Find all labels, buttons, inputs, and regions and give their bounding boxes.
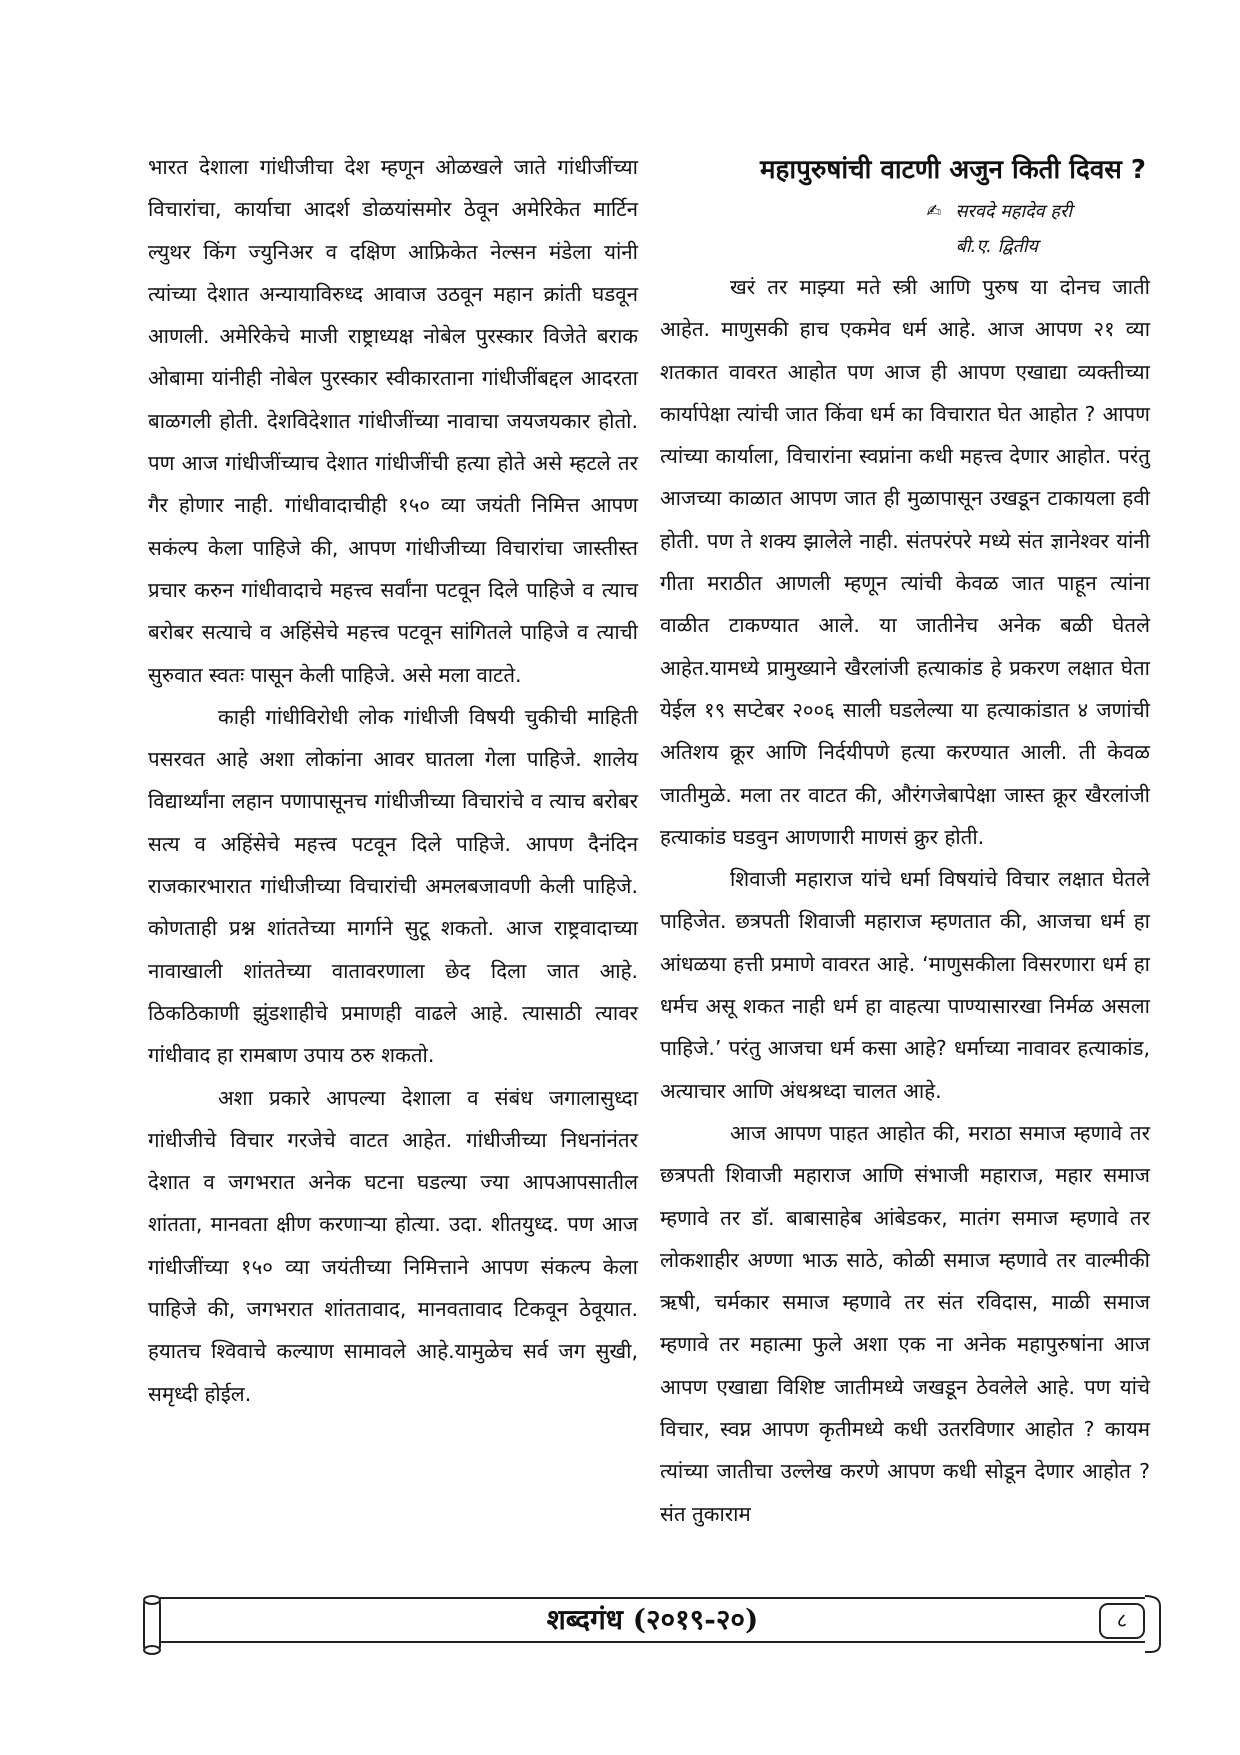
pen-icon: ✍: [926, 201, 942, 222]
footer-banner: [140, 1592, 1165, 1658]
page-number: ८: [1116, 1608, 1128, 1632]
article-paragraph-3: आज आपण पाहत आहोत की, मराठा समाज म्हणावे तर छत्रपती शिवाजी महाराज आणि संभाजी महाराज, महार समाज म्हणावे तर डॉ. बाबासाहेब आंबेडकर, मातंग समाज म्हणावे तर लोकशाहीर अण्णा भाऊ साठे, कोळी समाज म्हणावे तर वाल्मीकी ऋषी, चर्मकार समाज म्हणावे तर संत रविदास, माळी समाज म्हणावे तर महात्मा फुले अशा एक ना अनेक महापुरुषांना आज आपण एखाद्या विशिष्ट जातीमध्ये जखडून ठेवलेले आहे. पण यांचे विचार, स्वप्न आपण कृतीमध्ये कधी उतरविणार आहोत ? कायम त्यांच्या जातीचा उल्लेख करणे आपण कधी सोडून देणार आहोत ? संत तुकाराम: [660, 1120, 1150, 1526]
left-paragraph-1: भारत देशाला गांधीजीचा देश म्हणून ओळखले जाते गांधीजींच्या विचारांचा, कार्याचा आदर्श डोळयांसमोर ठेवून अमेरिकेत मार्टिन ल्युथर किंग ज्युनिअर व दक्षिण आफ्रिकेत नेल्सन मंडेला यांनी त्यांच्या देशात अन्यायाविरुध्द आवाज उठवून महान क्रांती घडवून आणली. अमेरिकेचे माजी राष्ट्राध्यक्ष नोबेल पुरस्कार विजेते बराक ओबामा यांनीही नोबेल पुरस्कार स्वीकारताना गांधीजींबद्दल आदरता बाळगली होती. देशविदेशात गांधीजींच्या नावाचा जयजयकार होतो. पण आज गांधीजींच्याच देशात गांधीजींची हत्या होते असे म्हटले तर गैर होणार नाही. गांधीवादाचीही १५० व्या जयंती निमित्त आपण सकंल्प केला पाहिजे की, आपण गांधीजीच्या विचारांचा जास्तीस्त प्रचार करुन गांधीवादाचे महत्त्व सर्वांना पटवून दिले पाहिजे व त्याच बरोबर सत्याचे व अहिंसेचे महत्त्व पटवून सांगितले पाहिजे व त्याची सुरुवात स्वतः पासून केली पाहिजे. असे मला वाटते.: [148, 155, 638, 687]
left-paragraph-3: अशा प्रकारे आपल्या देशाला व संबंध जगालासुध्दा गांधीजीचे विचार गरजेचे वाटत आहेत. गांधीजीच्या निधनांनंतर देशात व जगभरात अनेक घटना घडल्या ज्या आपआपसातील शांतता, मानवता क्षीण करणाऱ्या होत्या. उदा. शीतयुध्द. पण आज गांधीजींच्या १५० व्या जयंतीच्या निमित्ताने आपण संकल्प केला पाहिजे की, जगभरात शांततावाद, मानवतावाद टिकवून ठेवूयात. हयातच श्विवाचे कल्याण सामावले आहे.यामुळेच सर्व जग सुखी, समृध्दी होईल.: [148, 1085, 638, 1406]
author-name: सरवदे महादेव हरी: [955, 201, 1072, 222]
author-class: बी.ए. द्वितीय: [955, 236, 1038, 257]
author-byline: [660, 194, 1150, 230]
article-paragraph-1: खरं तर माझ्या मते स्त्री आणि पुरुष या दोनच जाती आहेत. माणुसकी हाच एकमेव धर्म आहे. आज आपण २१ व्या शतकात वावरत आहोत पण आज ही आपण एखाद्या व्यक्तीच्या कार्यापेक्षा त्यांची जात किंवा धर्म का विचारात घेत आहोत ? आपण त्यांच्या कार्याला, विचारांना स्वप्नांना कधी महत्त्व देणार आहोत. परंतु आजच्या काळात आपण जात ही मुळापासून उखडून टाकायला हवी होती. पण ते शक्य झालेले नाही. संतपरंपरे मध्ये संत ज्ञानेश्वर यांनी गीता मराठीत आणली म्हणून त्यांची केवळ जात पाहून त्यांना वाळीत टाकण्यात आले. या जातीनेच अनेक बळी घेतले आहेत.यामध्ये प्रामुख्याने खैरलांजी हत्याकांड हे प्रकरण लक्षात घेता येईल १९ सप्टेबर २००६ साली घडलेल्या या हत्याकांडात ४ जणांची अतिशय क्रूर आणि निर्दयीपणे हत्या करण्यात आली. ती केवळ जातीमुळे. मला तर वाटत की, औरंगजेबापेक्षा जास्त क्रूर खैरलांजी हत्याकांड घडवुन आणणारी माणसं क्रुर होती.: [660, 275, 1150, 849]
left-paragraph-2: काही गांधीविरोधी लोक गांधीजी विषयी चुकीची माहिती पसरवत आहे अशा लोकांना आवर घातला गेला पाहिजे. शालेय विद्यार्थ्यांना लहान पणापासूनच गांधीजीच्या विचारांचे व त्याच बरोबर सत्य व अहिंसेचे महत्त्व पटवून दिले पाहिजे. आपण दैनंदिन राजकारभारात गांधीजीच्या विचारांची अमलबजावणी केली पाहिजे. कोणताही प्रश्न शांततेच्या मार्गाने सुटू शकतो. आज राष्ट्रवादाच्या नावाखाली शांततेच्या वातावरणाला छेद दिला जात आहे. ठिकठिकाणी झुंडशाहीचे प्रमाणही वाढले आहे. त्यासाठी त्यावर गांधीवाद हा रामबाण उपाय ठरु शकतो.: [148, 704, 638, 1068]
article-title: महापुरुषांची वाटणी अजुन किती दिवस ?: [760, 155, 1146, 185]
article-paragraph-2: शिवाजी महाराज यांचे धर्मा विषयांचे विचार लक्षात घेतले पाहिजेत. छत्रपती शिवाजी महाराज म्हणतात की, आजचा धर्म हा आंधळया हत्ती प्रमाणे वावरत आहे. ‘माणुसकीला विसरणारा धर्म हा धर्मच असू शकत नाही धर्म हा वाहत्या पाण्यासारखा निर्मळ असला पाहिजे.’ परंतु आजचा धर्म कसा आहे? धर्माच्या नावावर हत्याकांड, अत्याचार आणि अंधश्रध्दा चालत आहे.: [660, 867, 1150, 1103]
left-column: [148, 146, 638, 1415]
right-column: [660, 146, 1150, 1535]
magazine-title: शब्दगंध (२०१९-२०): [546, 1603, 759, 1636]
